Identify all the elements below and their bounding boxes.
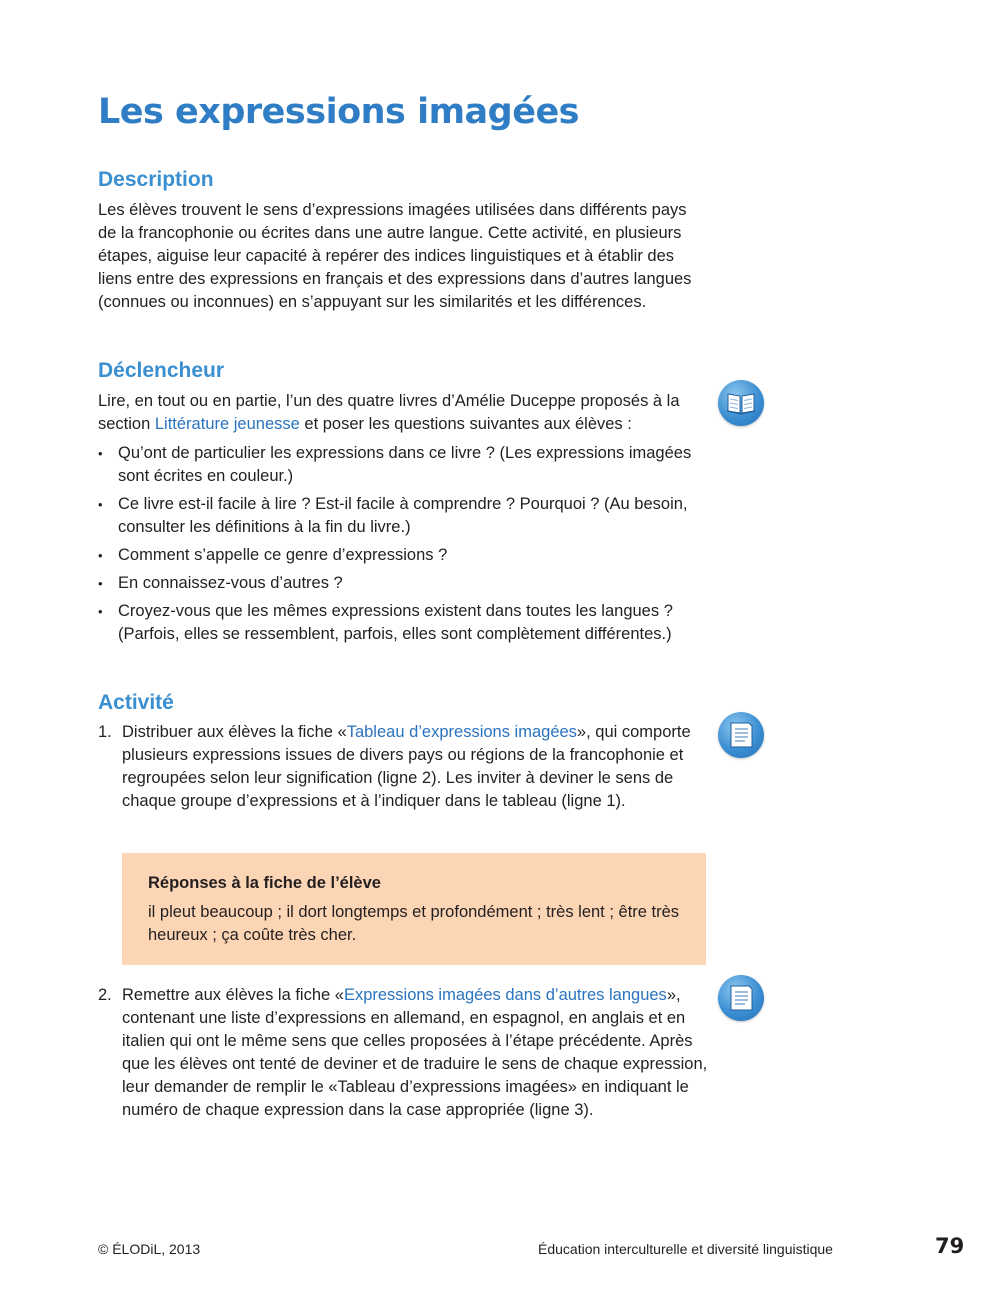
declencheur-intro-end: et poser les questions suivantes aux élèves : [299, 415, 632, 433]
copyright: © ÉLODiL, 2013 [98, 1241, 201, 1257]
answers-heading: Réponses à la fiche de l’élève [148, 874, 381, 892]
description-text: Les élèves trouvent le sens d’expressions imagées utilisées dans différents pays de la francophonie ou écrites dans une autre langue. Cette activité, en plusieurs étapes, aiguise leur capacité à repérer des indices linguistiques et à établir des liens entre des expressions en français et des expressions dans d’autres langues (connues ou inconnues) en s’appuyant sur les similarités et les différences. [98, 201, 692, 311]
question-list [98, 442, 708, 651]
declencheur-heading: Déclencheur [98, 359, 225, 382]
activity-step-2 [98, 984, 708, 1122]
book-icon[interactable] [718, 380, 764, 426]
litterature-jeunesse-link[interactable]: Littérature jeunesse [154, 415, 300, 433]
question-item: • Comment s’appelle ce genre d’expressions ? [98, 544, 708, 567]
step-text [122, 721, 708, 813]
worksheet-icon[interactable] [718, 975, 764, 1021]
question-item: • Ce livre est-il facile à lire ? Est-il facile à comprendre ? Pourquoi ? (Au besoin, consulter les définitions à la fin du livre.) [98, 493, 708, 539]
tableau-expressions-link[interactable]: Tableau d’expressions imagées [346, 723, 577, 741]
expressions-autres-langues-link[interactable]: Expressions imagées dans d’autres langues [343, 986, 667, 1004]
step-text-end: », qui comporte plusieurs expressions issues de divers pays ou régions de la francophonie et regroupées selon leur signification (ligne 2). Les inviter à deviner le sens de chaque groupe d’expressions et à l’indiquer dans le tableau (ligne 1). [122, 723, 691, 810]
step-text [122, 984, 708, 1122]
answers-text: il pleut beaucoup ; il dort longtemps et profondément ; très lent ; être très heureux ; ça coûte très cher. [148, 903, 680, 944]
step-text-start: Remettre aux élèves la fiche « [122, 986, 344, 1004]
page-title: Les expressions imagées [98, 92, 580, 132]
page-number: 79 [935, 1234, 965, 1258]
step-text-start: Distribuer aux élèves la fiche « [122, 723, 347, 741]
declencheur-intro [98, 390, 708, 436]
step-number: 2. [98, 986, 112, 1004]
question-item: • Croyez-vous que les mêmes expressions existent dans toutes les langues ? (Parfois, elles se ressemblent, parfois, elles sont complètement différentes.) [98, 600, 708, 646]
question-item: • Qu’ont de particulier les expressions dans ce livre ? (Les expressions imagées sont écrites en couleur.) [98, 442, 708, 488]
question-item: • En connaissez-vous d’autres ? [98, 572, 708, 595]
activite-heading: Activité [98, 691, 174, 714]
series-title: Éducation interculturelle et diversité linguistique [538, 1241, 833, 1257]
step-number: 1. [98, 723, 112, 741]
step-text-end: », contenant une liste d’expressions en allemand, en espagnol, en anglais et en italien qui ont le même sens que celles proposées à l’étape précédente. Après que les élèves ont tenté de deviner et de traduire le sens de chaque expression, leur demander de remplir le «Tableau d’expressions imagées» en indiquant le numéro de chaque expression dans la case appropriée (ligne 3). [122, 986, 708, 1119]
answers-box [122, 853, 706, 965]
declencheur-intro-text: Lire, en tout ou en partie, l’un des quatre livres d’Amélie Duceppe proposés à la section [98, 392, 680, 433]
worksheet-icon[interactable] [718, 712, 764, 758]
description-heading: Description [98, 168, 214, 191]
activity-step-1 [98, 721, 708, 813]
